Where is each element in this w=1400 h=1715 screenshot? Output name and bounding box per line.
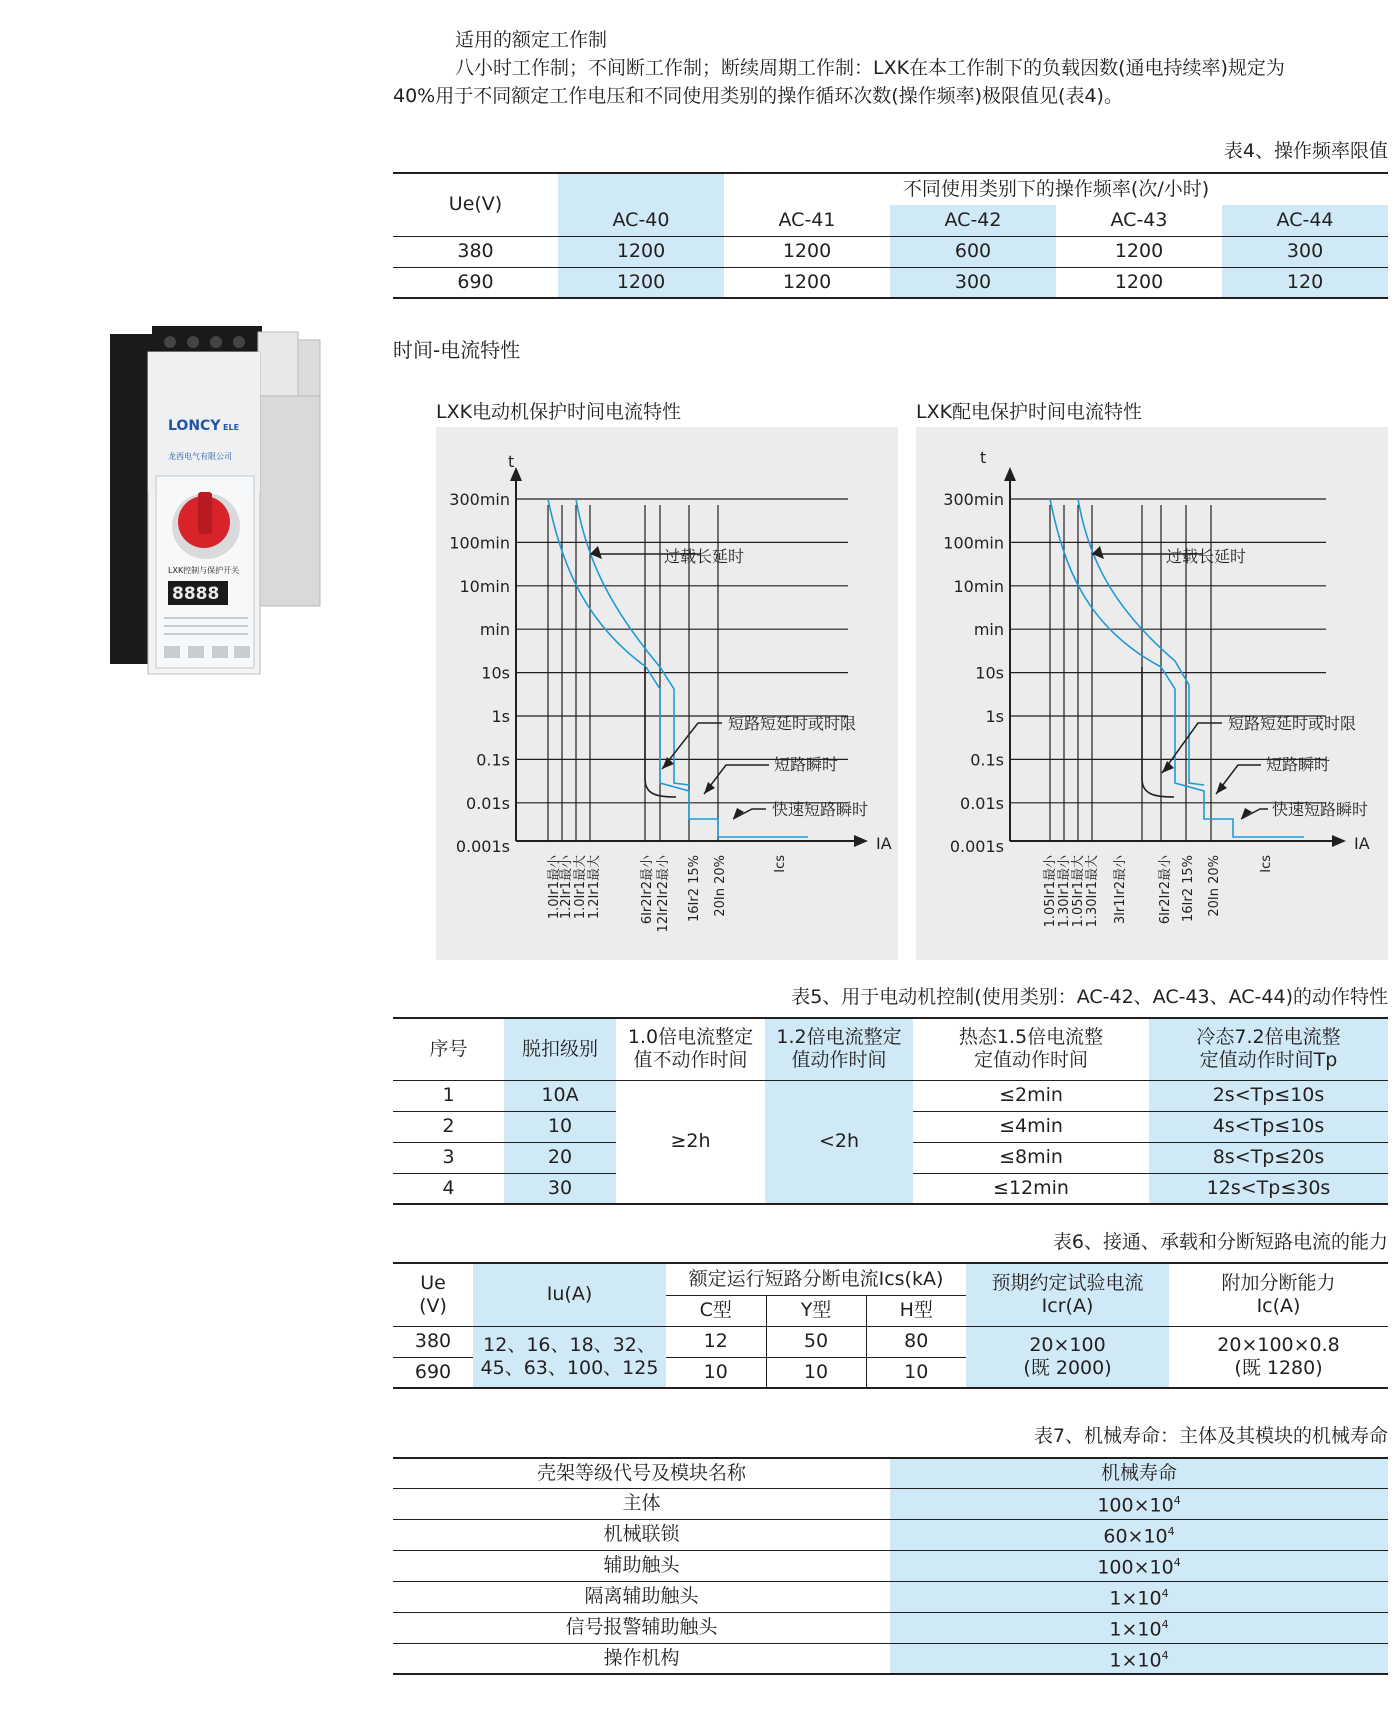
x-tick-label: 1.2Ir1最大: [587, 855, 602, 920]
table6-col-c: C型: [666, 1295, 766, 1326]
table5-col-no: 序号: [393, 1018, 504, 1080]
x-tick-label: 20In 20%: [1207, 855, 1222, 917]
table6-iu-values: 12、16、18、32、 45、63、100、125: [473, 1326, 666, 1388]
y-tick-label: 0.1s: [970, 750, 1004, 770]
table-row: 2 10 ≤4min 4s<Tp≤10s: [393, 1111, 1388, 1142]
intro-text: [393, 26, 1388, 110]
annotation-label: 短路瞬时: [774, 755, 839, 774]
x-tick-label: 3Ir1Ir2最小: [1113, 855, 1128, 925]
table4: [393, 172, 1388, 299]
table4-col-ue: Ue(V): [393, 173, 558, 236]
table6-col-icr: 预期约定试验电流 Icr(A): [966, 1263, 1169, 1326]
intro-line1: 八小时工作制；不间断工作制；断续周期工作制：LXK在本工作制下的负载因数(通电持续率)规定为: [455, 57, 1285, 79]
table6-col-ic: 附加分断能力 Ic(A): [1169, 1263, 1388, 1326]
y-tick-label: 1s: [491, 707, 510, 726]
x-tick-label: 16Ir2 15%: [1181, 855, 1196, 923]
x-tick-label: 12Ir2Ir2最小: [656, 855, 671, 933]
table4-col-ac44: AC-44: [1222, 205, 1388, 236]
y-tick-label: 100min: [943, 533, 1004, 553]
y-tick-label: min: [973, 620, 1004, 640]
table-row: 信号报警辅助触头 $1\times 10^4$: [393, 1612, 1388, 1643]
chart2: [916, 427, 1388, 960]
y-axis-arrow: [1004, 467, 1016, 481]
table6: [393, 1262, 1388, 1389]
chart2-plot: [916, 427, 1388, 960]
table6-col-iu: Iu(A): [473, 1263, 666, 1326]
x-tick-label: 6Ir2Ir2最小: [640, 855, 655, 925]
intro-line2: 40%用于不同额定工作电压和不同使用类别的操作循环次数(操作频率)极限值见(表4)。: [393, 85, 1123, 107]
y-tick-label: 10min: [459, 576, 510, 596]
x-axis-label: IA: [876, 834, 892, 853]
table-row: 1 10A ≥2h <2h ≤2min 2s<Tp≤10s: [393, 1080, 1388, 1111]
table5-col-level: 脱扣级别: [504, 1018, 616, 1080]
table7-col-life: 机械寿命: [890, 1458, 1388, 1488]
annotation-arrow: [1216, 782, 1227, 794]
x-tick-label: 16Ir2 15%: [687, 855, 702, 923]
x-tick-label: Ics: [1259, 855, 1274, 873]
chart1: [436, 427, 898, 960]
x-axis-label: IA: [1354, 834, 1370, 853]
x-tick-label: 1.30Ir1最大: [1085, 855, 1100, 928]
table5-col-notrip: 1.0倍电流整定 值不动作时间: [616, 1018, 765, 1080]
x-tick-label: 1.0Ir1最大: [573, 855, 588, 920]
table5-col-hot: 热态1.5倍电流整 定值动作时间: [913, 1018, 1149, 1080]
table4-col-ac41: AC-41: [724, 205, 890, 236]
y-tick-label: min: [479, 620, 510, 640]
table7: [393, 1457, 1388, 1675]
table7-caption: 表7、机械寿命：主体及其模块的机械寿命: [1033, 1425, 1388, 1447]
annotation-label: 快速短路瞬时: [1272, 800, 1369, 819]
table5-notrip-value: ≥2h: [616, 1080, 765, 1204]
y-tick-label: 1s: [985, 707, 1004, 726]
y-tick-label: 0.001s: [455, 837, 510, 857]
device-brand-sup: ELE: [223, 423, 240, 432]
table-row: 3 20 ≤8min 8s<Tp≤20s: [393, 1142, 1388, 1173]
series-line: [1142, 667, 1174, 797]
table5-trip-value: <2h: [765, 1080, 913, 1204]
svg-text:8888: 8888: [172, 584, 220, 604]
table6-col-h: H型: [866, 1295, 966, 1326]
table6-ic-value: 20×100×0.8 (既 1280): [1169, 1326, 1388, 1388]
table6-col-ics: 额定运行短路分断电流Ics(kA): [666, 1263, 966, 1295]
table6-col-y: Y型: [766, 1295, 866, 1326]
x-tick-label: 1.05Ir1最大: [1071, 855, 1086, 928]
y-axis-label: t: [980, 448, 987, 467]
y-tick-label: 0.01s: [466, 793, 510, 813]
table5: [393, 1017, 1388, 1205]
annotation-label: 短路短延时或时限: [1228, 714, 1357, 733]
table4-col-ac43: AC-43: [1056, 205, 1222, 236]
annotation-label: 过载长延时: [664, 547, 745, 566]
x-tick-label: 1.05Ir1最小: [1043, 855, 1058, 928]
table4-col-ac40: AC-40: [558, 205, 724, 236]
x-tick-label: Ics: [773, 855, 788, 873]
table6-caption: 表6、接通、承载和分断短路电流的能力: [1052, 1231, 1388, 1253]
annotation-leader: [704, 765, 769, 794]
x-axis-arrow: [1332, 835, 1346, 847]
table-row: 690 1200 1200 300 1200 120: [393, 267, 1388, 298]
x-axis-arrow: [854, 835, 868, 847]
y-tick-label: 300min: [943, 490, 1004, 509]
device-label: LXK控制与保护开关: [168, 566, 240, 575]
table6-col-ue: Ue (V): [393, 1263, 473, 1326]
chart2-title: LXK配电保护时间电流特性: [916, 401, 1143, 423]
table5-col-trip: 1.2倍电流整定 值动作时间: [765, 1018, 913, 1080]
table-row: 操作机构 $1\times 10^4$: [393, 1643, 1388, 1674]
y-tick-label: 10s: [975, 663, 1004, 683]
table5-caption: 表5、用于电动机控制(使用类别：AC-42、AC-43、AC-44)的动作特性: [791, 986, 1388, 1008]
table-row: 隔离辅助触头 $1\times 10^4$: [393, 1581, 1388, 1612]
section-title: 时间-电流特性: [393, 338, 521, 362]
y-tick-label: 10s: [481, 663, 510, 683]
table-row: 主体 $100\times 10^4$: [393, 1488, 1388, 1519]
table-row: 690 10 10 10: [393, 1357, 1388, 1388]
table-row: 380 12、16、18、32、 45、63、100、125 12 50 80 20×100 (既 2000) 20×100×0.8 (既 1280): [393, 1326, 1388, 1357]
x-tick-label: 6Ir2Ir2最小: [1158, 855, 1173, 925]
annotation-arrow: [704, 782, 715, 794]
y-tick-label: 0.1s: [476, 750, 510, 770]
x-tick-label: 1.0Ir1最小: [547, 855, 562, 920]
table-row: 辅助触头 $100\times 10^4$: [393, 1550, 1388, 1581]
table4-group-header: 不同使用类别下的操作频率(次/小时): [724, 173, 1388, 205]
annotation-label: 短路瞬时: [1266, 755, 1331, 774]
annotation-label: 快速短路瞬时: [772, 800, 869, 819]
y-tick-label: 0.01s: [960, 793, 1004, 813]
intro-heading: 适用的额定工作制: [455, 29, 608, 51]
table4-caption: 表4、操作频率限值: [1223, 140, 1388, 162]
chart1-title: LXK电动机保护时间电流特性: [436, 401, 682, 423]
table5-col-cold: 冷态7.2倍电流整 定值动作时间Tp: [1149, 1018, 1388, 1080]
device-company: 龙西电气有限公司: [168, 452, 232, 461]
x-tick-label: 1.2Ir1最小: [559, 855, 574, 920]
table4-col-ac42: AC-42: [890, 205, 1056, 236]
table-row: 机械联锁 $60\times 10^4$: [393, 1519, 1388, 1550]
table-row: 4 30 ≤12min 12s<Tp≤30s: [393, 1173, 1388, 1204]
y-tick-label: 300min: [449, 490, 510, 509]
x-tick-label: 20In 20%: [713, 855, 728, 917]
annotation-label: 过载长延时: [1166, 547, 1247, 566]
table6-icr-value: 20×100 (既 2000): [966, 1326, 1169, 1388]
device-brand: LONCY: [168, 418, 221, 434]
x-tick-label: 1.30Ir1最小: [1057, 855, 1072, 928]
device-image: [108, 326, 322, 686]
y-tick-label: 10min: [953, 576, 1004, 596]
annotation-arrow: [1162, 761, 1174, 773]
table-row: 380 1200 1200 600 1200 300: [393, 236, 1388, 267]
table7-col-name: 壳架等级代号及模块名称: [393, 1458, 890, 1488]
y-tick-label: 100min: [449, 533, 510, 553]
annotation-label: 短路短延时或时限: [728, 714, 857, 733]
y-tick-label: 0.001s: [949, 837, 1004, 857]
y-axis-label: t: [508, 452, 515, 471]
chart1-plot: [436, 427, 898, 960]
